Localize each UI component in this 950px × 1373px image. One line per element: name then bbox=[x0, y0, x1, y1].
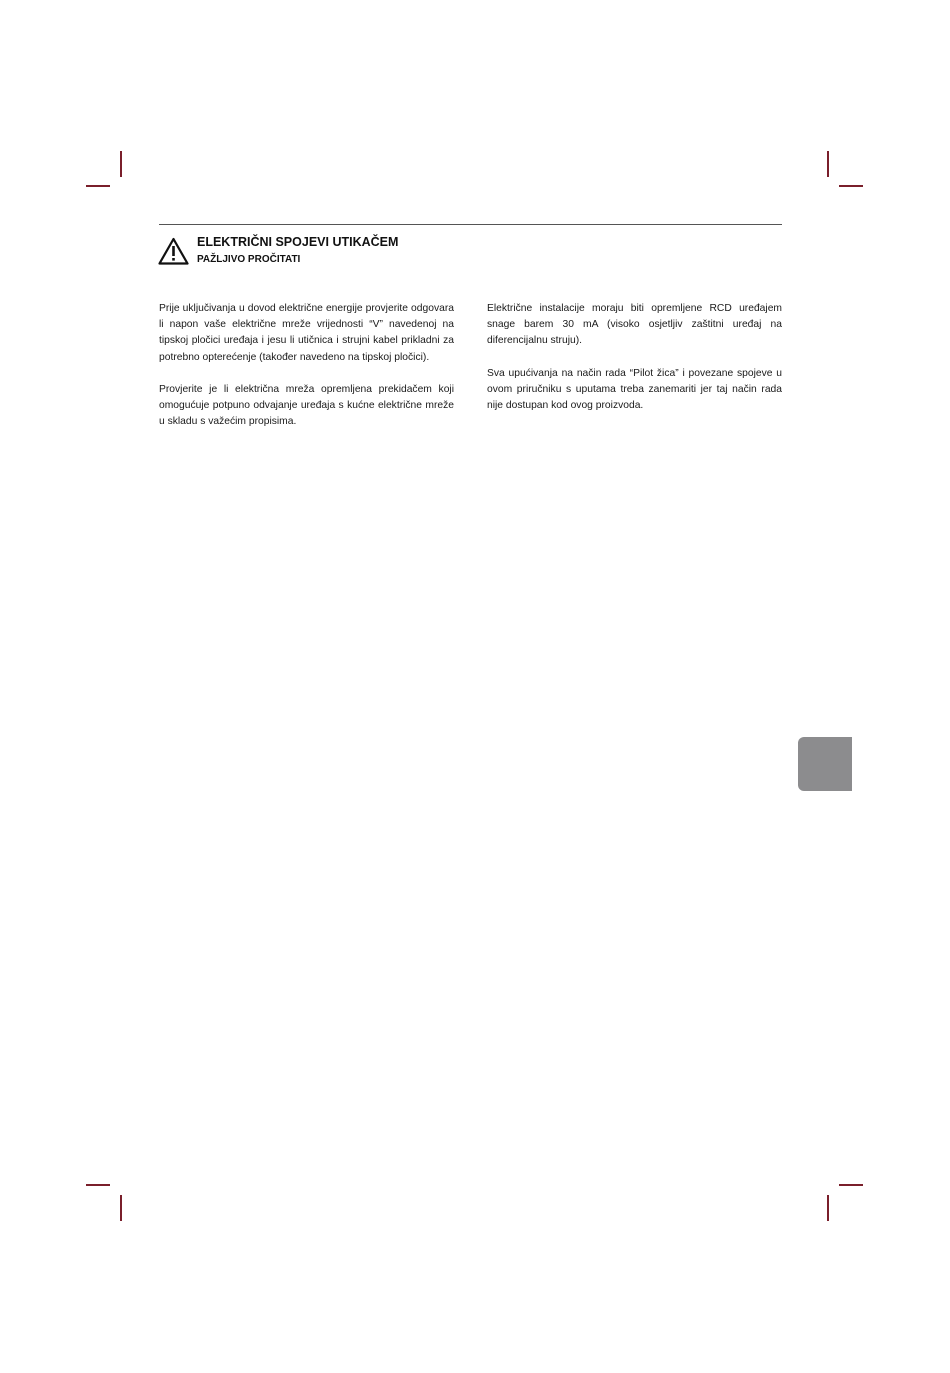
section-title: ELEKTRIČNI SPOJEVI UTIKAČEM bbox=[197, 235, 399, 249]
crop-mark-bottom-left-v bbox=[120, 1195, 122, 1221]
paragraph: Sva upućivanja na način rada “Pilot žica” i povezane spojeve u ovom priručniku s uputama treba zanemariti jer taj način rada nije dostupan kod ovog proizvoda. bbox=[487, 367, 782, 412]
crop-mark-top-left-h bbox=[86, 185, 110, 187]
crop-mark-top-right-v bbox=[827, 151, 829, 177]
paragraph: Prije uključivanja u dovod električne energije provjerite odgovara li napon vaše električne mreže vrijednosti “V” navedenoj na tipskoj pločici uređaja i jesu li utičnica i strujni kabel prikladni za potrebno opterećenje (također navedeno na tipskoj pločici). bbox=[159, 303, 454, 363]
right-column bbox=[487, 301, 782, 430]
paragraph: Električne instalacije moraju biti opremljene RCD uređajem snage barem 30 mA (visoko osjetljiv zaštitni uređaj na diferencijalnu struju). bbox=[487, 303, 782, 347]
header-rule bbox=[159, 224, 782, 225]
left-column bbox=[159, 301, 454, 446]
language-side-tab bbox=[798, 737, 852, 791]
warning-triangle-icon bbox=[158, 237, 189, 265]
section-subtitle: PAŽLJIVO PROČITATI bbox=[197, 254, 301, 265]
crop-mark-bottom-right-v bbox=[827, 1195, 829, 1221]
crop-mark-top-left-v bbox=[120, 151, 122, 177]
crop-mark-bottom-left-h bbox=[86, 1184, 110, 1186]
paragraph: Provjerite je li električna mreža opremljena prekidačem koji omogućuje potpuno odvajanje uređaja s kućne električne mreže u skladu s važećim propisima. bbox=[159, 383, 454, 428]
crop-mark-top-right-h bbox=[839, 185, 863, 187]
crop-mark-bottom-right-h bbox=[839, 1184, 863, 1186]
